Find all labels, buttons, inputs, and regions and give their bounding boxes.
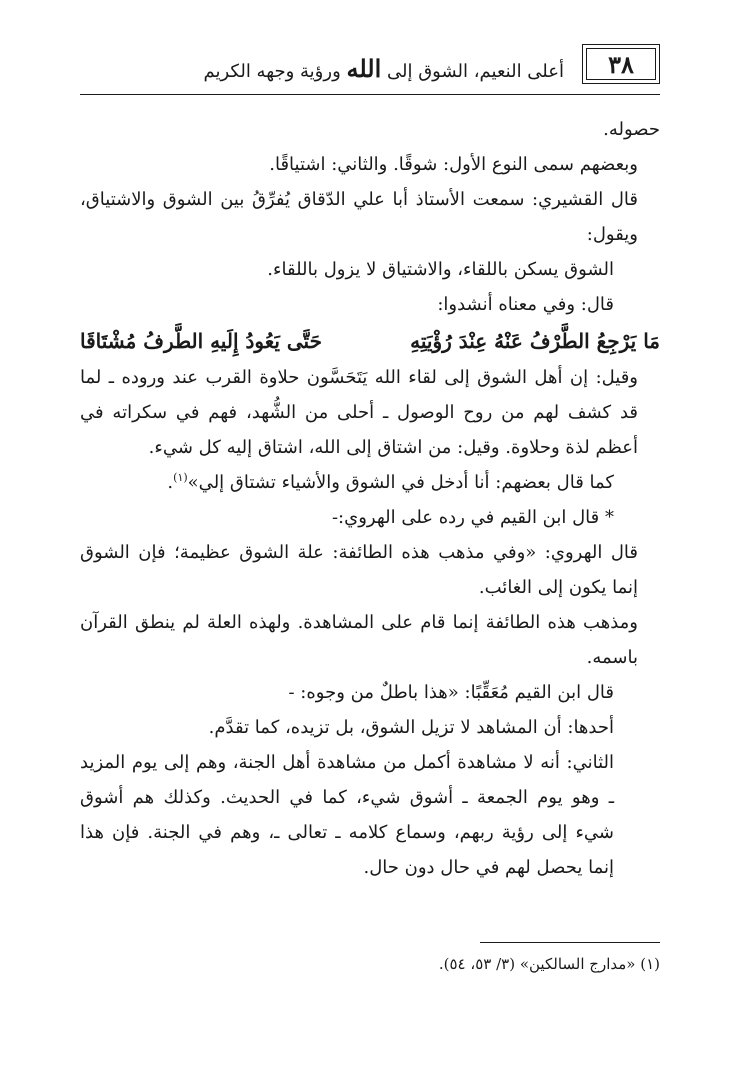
verse-second-hemistich: حَتَّى يَعُودُ إِلَيهِ الطَّرفُ مُشْتَاقَا (80, 329, 322, 353)
running-title (203, 54, 564, 83)
paragraph-9: قال الهروي: «وفي مذهب هذه الطائفة: علة الشوق عظيمة؛ فإن الشوق إنما يكون إلى الغائب. (80, 542, 638, 598)
paragraph-2: وبعضهم سمى النوع الأول: شوقًا. والثاني: اشتياقًا. (269, 154, 638, 175)
running-title-allah: الله (346, 54, 382, 83)
running-title-part2: ورؤية وجهه الكريم (203, 61, 347, 82)
page-number-frame (582, 44, 660, 84)
footnote-reference-1[interactable]: (١) (173, 471, 188, 484)
paragraph-3: قال القشيري: سمعت الأستاذ أبا علي الدّقاق يُفرِّقُ بين الشوق والاشتياق، ويقول: (80, 189, 638, 245)
paragraph-7-end: . (167, 472, 174, 493)
footnote-divider (480, 942, 660, 943)
paragraph-1: حصوله. (603, 119, 660, 140)
page-header (80, 40, 660, 95)
footnote-1: (١) «مدارج السالكين» (٣/ ٥٣، ٥٤). (438, 955, 660, 973)
paragraph-6: وقيل: إن أهل الشوق إلى لقاء الله يَتَحَسَّون حلاوة القرب عند وروده ـ لما قد كشف لهم من روح الوصول ـ أحلى من الشُّهد، فهم في سكراته في أعظم لذة وحلاوة. وقيل: من اشتاق إلى الله، اشتاق إليه كل شيء. (80, 367, 638, 458)
paragraph-5: قال: وفي معناه أنشدوا: (437, 294, 614, 315)
running-title-part1: أعلى النعيم، الشوق إلى (381, 61, 564, 82)
paragraph-4: الشوق يسكن باللقاء، والاشتياق لا يزول باللقاء. (267, 259, 614, 280)
paragraph-7-text: كما قال بعضهم: أنا أدخل في الشوق والأشياء تشتاق إلي» (187, 472, 614, 493)
poetry-verse (80, 322, 660, 360)
verse-first-hemistich: مَا يَرْجِعُ الطَّرْفُ عَنْهُ عِنْدَ رُؤْيَتِهِ (410, 329, 660, 353)
page-number: ٣٨ (608, 49, 634, 79)
paragraph-12: أحدها: أن المشاهد لا تزيل الشوق، بل تزيده، كما تقدَّم. (208, 717, 614, 738)
paragraph-11: قال ابن القيم مُعَقِّبًا: «هذا باطلٌ من وجوه: - (288, 682, 614, 703)
main-text (80, 112, 660, 885)
paragraph-13: الثاني: أنه لا مشاهدة أكمل من مشاهدة أهل الجنة، وهم إلى يوم المزيد ـ وهو يوم الجمعة ـ أشوق شيء، كما في الحديث. وكذلك هم أشوق شيء إلى رؤية ربهم، وسماع كلامه ـ تعالى ـ، وهم في الجنة. فإن هذا إنما يحصل لهم في حال دون حال. (80, 752, 614, 878)
paragraph-8: * قال ابن القيم في رده على الهروي:- (331, 507, 614, 528)
paragraph-10: ومذهب هذه الطائفة إنما قام على المشاهدة. ولهذه العلة لم ينطق القرآن باسمه. (80, 612, 638, 668)
paragraph-7 (80, 465, 660, 500)
